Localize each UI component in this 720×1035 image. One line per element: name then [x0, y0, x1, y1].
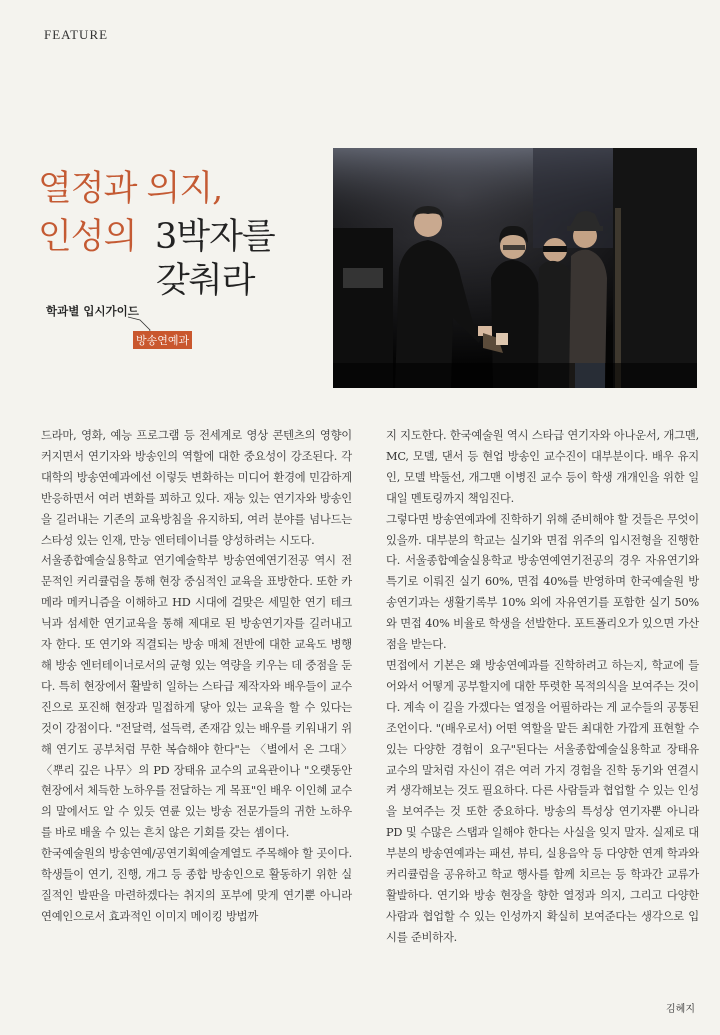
section-label: FEATURE	[44, 27, 109, 42]
paragraph: 그렇다면 방송연예과에 진학하기 위해 준비해야 할 것들은 무엇이 있을까. 대부분의 학교는 실기와 면접 위주의 입시전형을 진행한다. 서울종합예술실용학교 방송연예연기전공의 경우 자유연기와 특기로 이뤄진 실기 60%, 면접 40%를 반영하며 한국예술원 방송연기과는 생활기록부 10% 외에 자유연기를 포함한 실기 50%와 면접 40% 비율로 학생을 선발한다. 포트폴리오가 있으면 가산점을 받는다.	[386, 512, 699, 652]
paragraph: 서울종합예술실용학교 연기예술학부 방송연예연기전공 역시 전문적인 커리큘럼을 통해 현장 중심적인 교육을 표방한다. 또한 카메라 메커니즘을 이해하고 HD 시대에 걸맞은 세밀한 연기 테크닉과 섬세한 연기교육을 통해 제대로 된 방송연기자를 길러내고자 한다. 또 연기와 직결되는 방송 매체 전반에 대한 교육도 병행해 방송 엔터테이너로서의 균형 있는 역량을 키우는 데 중점을 둔다. 특히 현장에서 활발히 일하는 스타급 제작자와 배우들이 교수진으로 포진해 현장과 밀접하게 닿아 있는 교육을 할 수 있다는 것이 강점이다. "전달력, 설득력, 존재감 있는 배우를 키워내기 위해 연기도 공부처럼 무한 복습해야 한다"는 〈별에서 온 그대〉 〈뿌리 깊은 나무〉의 PD 장태유 교수의 교육관이나 "오랫동안 현장에서 체득한 노하우를 전달하는 게 목표"인 배우 이인혜 교수의 말에서도 알 수 있듯 연륜 있는 방송 전문가들의 귀한 노하우를 바로 배울 수 있는 흔치 않은 기회를 갖는 셈이다.	[41, 554, 352, 840]
article-right-column	[386, 426, 699, 949]
paragraph: 드라마, 영화, 예능 프로그램 등 전세계로 영상 콘텐츠의 영향이 커지면서 연기자와 방송인의 역할에 대한 중요성이 강조된다. 각 대학의 방송연예과에선 이렇듯 변화하는 미디어 환경에 민감하게 반응하면서 여러 변화를 꾀하고 있다. 재능 있는 연기자와 방송인을 길러내는 기존의 교육방침을 유지하되, 여러 분야를 넘나드는 스타성 있는 인재, 만능 엔터테이너를 양성하려는 시도다.	[41, 429, 352, 547]
title-line-1: 열정과 의지,	[38, 169, 223, 209]
title-line-2-rest: 3박자를	[155, 217, 275, 257]
department-badge: 방송연예과	[133, 331, 192, 349]
guide-label: 학과별 입시가이드	[46, 304, 139, 318]
title-line-3: 갖춰라	[156, 261, 255, 301]
article-left-column	[41, 426, 352, 928]
paragraph: 면접에서 기본은 왜 방송연예과를 진학하려고 하는지, 학교에 들어와서 어떻게 공부할지에 대한 뚜렷한 목적의식을 보여주는 것이다. 계속 이 길을 가겠다는 열정을 어필하라는 게 교수들의 공통된 조언이다. "(배우로서) 어떤 역할을 맡든 최대한 가깝게 표현할 수 있는 다양한 경험이 요구"된다는 서울종합예술실용학교 장태유 교수의 말처럼 자신이 겪은 여러 가지 경험을 진학 동기와 연결시켜 생각해보는 것도 필요하다. 다른 사람들과 협업할 수 있는 인성을 보여주는 것 또한 중요하다. 방송의 특성상 연기자뿐 아니라 PD 및 수많은 스탭과 일해야 한다는 사실을 잊지 말자. 실제로 대부분의 방송연예과는 패션, 뷰티, 실용음악 등 다양한 연계 학과와 커리큘럼을 공유하고 학교 행사를 함께 치르는 등 학과간 교류가 활발하다. 연기와 방송 현장을 향한 열정과 의지, 그리고 다양한 사람과 협업할 수 있는 인성까지 확실히 보여준다는 생각으로 입시를 준비하자.	[386, 658, 699, 944]
paragraph: 한국예술원의 방송연예/공연기획예술계열도 주목해야 할 곳이다. 학생들이 연기, 진행, 개그 등 종합 방송인으로 활동하기 위한 실질적인 발판을 마련하겠다는 취지의 포부에 맞게 연기뿐 아니라 연예인으로서 효과적인 이미지 메이킹 방법까	[41, 847, 352, 923]
award-ceremony-photo	[333, 148, 697, 388]
paragraph: 지 지도한다. 한국예술원 역시 스타급 연기자와 아나운서, 개그맨, MC, 모델, 댄서 등 현업 방송인 교수진이 대부분이다. 배우 유지인, 모델 박둘선, 개그맨 이병진 교수 등이 학생 개개인을 위한 일대일 멘토링까지 책임진다.	[386, 429, 699, 505]
title-line-2-accent: 인성의	[38, 217, 137, 257]
author-byline: 김혜지	[666, 1004, 695, 1015]
